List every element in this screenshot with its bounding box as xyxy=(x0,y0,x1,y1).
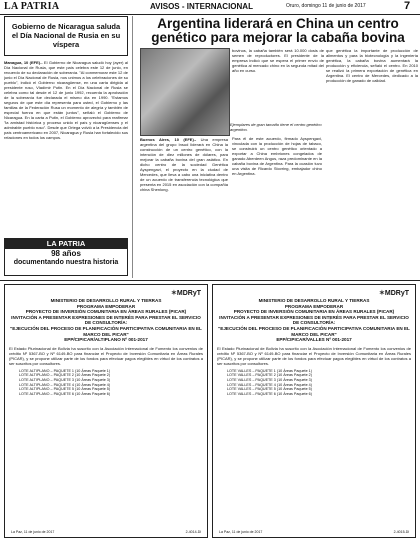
ad-project: PROYECTO DE INVERSIÓN COMUNITARIA EN ÁREAS RURALES (PICAR) xyxy=(233,309,395,315)
banner-tagline: documentando nuestra historia xyxy=(13,259,119,266)
ad-service: "EJECUCIÓN DEL PROCESO DE PLANIFICACIÓN PARTICIPATIVA COMUNITARIA EN EL MARCO DEL PICAR" xyxy=(218,325,410,337)
banner-brand: LA PATRIA xyxy=(5,239,127,249)
left-article-body xyxy=(4,60,128,232)
ad-program: PROGRAMA EMPODERAR xyxy=(284,303,344,309)
main-col-2-text: Para él de este acuerdo, firmado Ayspengavi, vinculada con la producción de hojas de tabaco, se construirá un centro genético orientado a exportar a China embriones congelados de ganado Aberdeen Angus, raza predominante en la cabaña bovina de Argentina. Para la ocasión tuvo una visita de Ricardo Stovring, embajador chino en Argentina. xyxy=(232,136,322,176)
ad-lot-list xyxy=(19,369,203,397)
newspaper-brand: LA PATRIA xyxy=(4,1,60,12)
main-col-3-text: bovinos, la cabaña también será 10.000 dosis de semen de reproductores. El presidente de la empresa indicó que se espera el primer envío de genética al mercado chino en la segunda mitad del año en curso. xyxy=(232,48,324,73)
ad-footer-place: La Paz, 11 de junio de 2017 xyxy=(219,530,263,534)
left-article-dateline: Managua, 10 (EFE).- xyxy=(4,60,43,65)
ad-footer-code: 2-4014-Dl xyxy=(185,530,201,534)
star-icon: ✶ xyxy=(171,290,177,297)
ad-code: EPP/CIPICAR/ALTIPLANO Nº 001-2017 xyxy=(64,337,148,343)
ministry-logo: ✶MDRyT xyxy=(171,290,201,297)
list-item: LOTE ALTIPLANO – PAQUETE 5 (10 Áreas Paquete 5) xyxy=(19,387,111,392)
section-divider xyxy=(0,280,420,281)
tender-notice-altiplano xyxy=(4,284,208,538)
left-article-text: El Gobierno de Nicaragua saludó hoy (ayer) al Día Nacional de Rusia, que este país celebra este 12 de junio, en recuerdo de su declaración de soberanía. "Al conmemorar este 12 de junio el Día Nacional de Rusia, nos unimos a los celebraciones de su pueblo", indicó el Gobierno nicaragüense, en una carta dirigida al presidente ruso, Vladímir Putin. En el Día Nacional de Rusia se celebra como tal desde el 12 de junio 1992, recuerda la aprobación de la soberanía fue declarada el mismo día en 1990. "Estamos seguros de que este día representa para usted, el Gobierno y las familias de la Federación Rusa un momento de alegría y también de especial fuerza en que están juntos", señaló el Gobierno de Nicaragua. En la carta a Putin, el Gobierno aprovechó para reafirmar "la amistad histórica y proceso unido el país y nicaragüenses y el admirable pueblo ruso". Desde que Ortega volvió a la Presidencia del país centroamericano en 2007, Nicaragua y Rusia han fortalecido sus relaciones en todos los campos. xyxy=(4,60,128,140)
ad-footer-code: 2-4015-Dl xyxy=(393,530,409,534)
list-item: LOTE ALTIPLANO – PAQUETE 6 (10 Áreas Paquete 6) xyxy=(19,391,111,396)
banner-years: 98 años xyxy=(51,249,81,258)
column-divider xyxy=(132,16,133,278)
ad-footer-place: La Paz, 11 de junio de 2017 xyxy=(11,530,55,534)
ad-intro: El Estado Plurinacional de Bolivia ha suscrito con la Asociación Internacional de Fomento los convenios de crédito Nº 5367-BO y Nº 6149-BO para financiar el Proyecto de Inversión Comunitaria en Áreas Rurales (PICAR), y se propone utilizar parte de los fondos para efectuar pagos elegibles en virtud de los contratos a ser suscritos por consultores. xyxy=(217,345,411,366)
ad-project: PROYECTO DE INVERSIÓN COMUNITARIA EN ÁREAS RURALES (PICAR) xyxy=(25,309,187,315)
list-item: LOTE VALLES – PAQUETE 2 (10 Áreas Paquete 2) xyxy=(227,373,312,378)
main-col-4 xyxy=(326,48,418,276)
list-item: LOTE VALLES – PAQUETE 5 (10 Áreas Paquete 5) xyxy=(227,387,312,392)
list-item: LOTE ALTIPLANO – PAQUETE 4 (10 Áreas Paquete 4) xyxy=(19,382,111,387)
ad-ministry: MINISTERIO DE DESARROLLO RURAL Y TIERRAS xyxy=(50,298,162,303)
main-col-4-text: que genética la importante de producción de alimentos y para la biotecnología y la ingeniería genética, la cabaña bovina aumentará la producción y eficiencia, señaló el centro. En 2010 se realizó la primera exportación de genética en Argentina. El centro de Mercedes, dedicado a la producción de ganado de calidad. xyxy=(326,48,418,83)
tender-notice-valles xyxy=(212,284,416,538)
star-icon: ✶ xyxy=(379,290,385,297)
ad-ministry: MINISTERIO DE DESARROLLO RURAL Y TIERRAS xyxy=(258,298,370,303)
main-col-2-top xyxy=(232,48,324,120)
main-article-dateline: Buenos Aires, 10 (EFE).- xyxy=(140,137,197,142)
cattle-photo xyxy=(140,48,230,136)
list-item: LOTE ALTIPLANO – PAQUETE 2 (10 Áreas Paquete 2) xyxy=(19,373,111,378)
ministry-logo: ✶MDRyT xyxy=(379,290,409,297)
anniversary-banner xyxy=(4,238,128,276)
issue-date: Oruro, domingo 11 de junio de 2017 xyxy=(286,3,366,9)
main-col-2 xyxy=(232,136,322,276)
ad-program: PROGRAMA EMPODERAR xyxy=(76,303,136,309)
list-item: LOTE VALLES – PAQUETE 4 (10 Áreas Paquete 4) xyxy=(227,382,312,387)
main-article-headline: Argentina liderará en China un centro genético para mejorar la cabaña bovina xyxy=(151,16,405,45)
ad-lot-list xyxy=(227,369,411,397)
photo-caption: Ejemplares de gran tamaño tiene el centro genético argentino. xyxy=(230,122,322,132)
ad-invitation: INVITACIÓN A PRESENTAR EXPRESIONES DE INTERÉS PARA PRESTAR EL SERVICIO DE CONSULTORÍA: xyxy=(11,314,201,326)
page-header xyxy=(0,0,420,15)
page-number: 7 xyxy=(404,0,411,12)
list-item: LOTE VALLES – PAQUETE 6 (10 Áreas Paquete 6) xyxy=(227,391,312,396)
section-title: AVISOS - INTERNACIONAL xyxy=(150,2,253,11)
ad-code: EPP/CIPICAR/VALLES Nº 001-2017 xyxy=(276,337,352,343)
ad-intro: El Estado Plurinacional de Bolivia ha suscrito con la Asociación Internacional de Fomento los convenios de crédito Nº 5367-BO y Nº 6149-BO para financiar el Proyecto de Inversión Comunitaria en Áreas Rurales (PICAR), y se propone utilizar parte de los fondos para efectuar pagos elegibles en virtud de los contratos a ser suscritos por consultores. xyxy=(9,345,203,366)
main-col-1-text: Una empresa argentina del grupo Insud liderará en China la construcción de un centro genético, con la intención de diez millones de dólares, para mejorar la cabaña bovina del gran asiático. En dicho centro de la sociedad Genética Ayspengavi, el proyecto en la ciudad de Mercedes, que lleva a cabo una iniciativa dentro de un acuerdo de transferencia tecnológica que presenta en 2015 en asociación con la compañía china Shenlong. xyxy=(140,137,228,192)
list-item: LOTE VALLES – PAQUETE 1 (10 Áreas Paquete 1) xyxy=(227,368,312,373)
list-item: LOTE VALLES – PAQUETE 3 (10 Áreas Paquete 3) xyxy=(227,377,312,382)
list-item: LOTE ALTIPLANO – PAQUETE 1 (10 Áreas Paquete 1) xyxy=(19,368,111,373)
list-item: LOTE ALTIPLANO – PAQUETE 3 (10 Áreas Paquete 3) xyxy=(19,377,111,382)
main-col-1 xyxy=(140,137,228,277)
left-article-headline: Gobierno de Nicaragua saluda el Día Nacional de Rusia en su víspera xyxy=(11,22,121,49)
ad-invitation: INVITACIÓN A PRESENTAR EXPRESIONES DE INTERÉS PARA PRESTAR EL SERVICIO DE CONSULTORÍA: xyxy=(219,314,409,326)
ad-service: "EJECUCIÓN DEL PROCESO DE PLANIFICACIÓN PARTICIPATIVA COMUNITARIA EN EL MARCO DEL PICAR" xyxy=(10,325,202,337)
